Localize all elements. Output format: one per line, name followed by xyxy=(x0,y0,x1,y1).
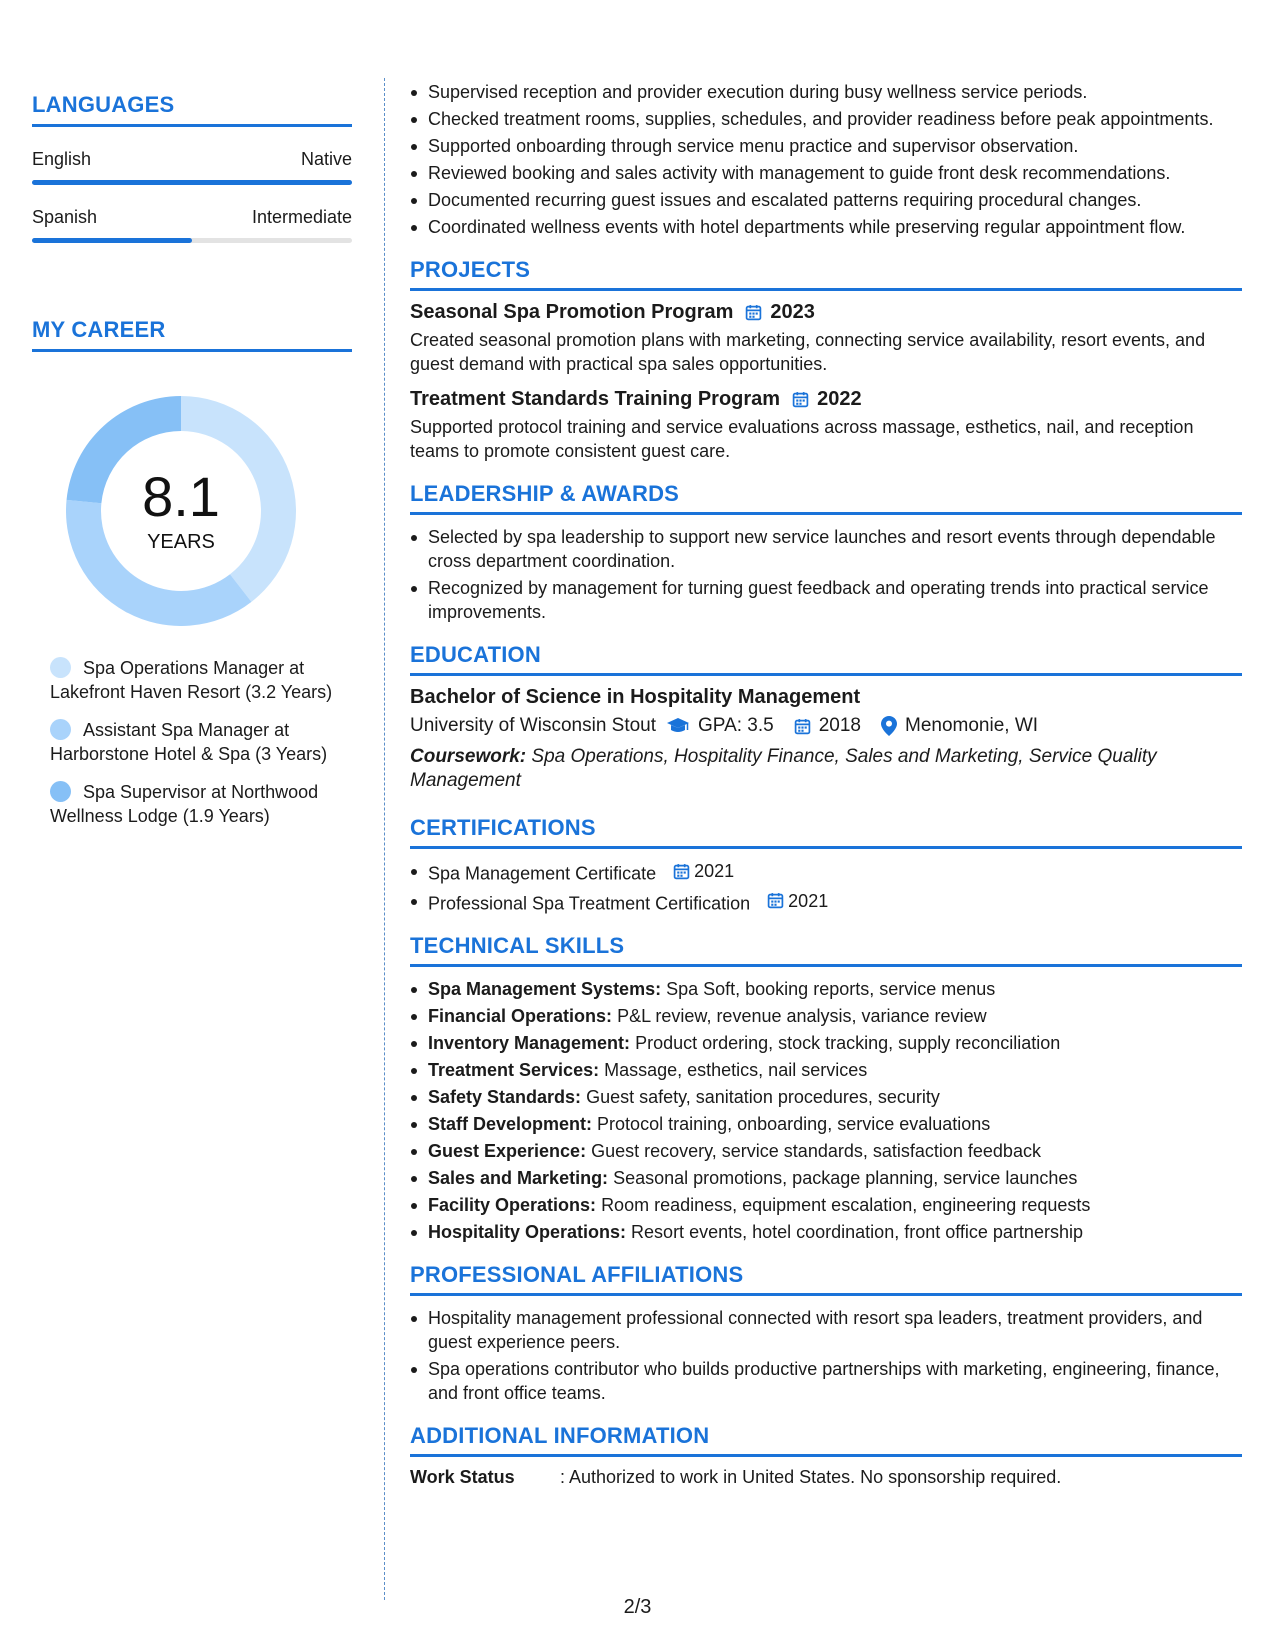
project-item xyxy=(410,301,1242,376)
project-year: 2022 xyxy=(817,388,862,410)
certifications-list xyxy=(410,859,1242,915)
language-level: Native xyxy=(300,149,352,169)
skill-category: Spa Management Systems: xyxy=(428,979,662,999)
career-role-text: Assistant Spa Manager at Harborstone Hotel & Spa (3 Years) xyxy=(50,720,328,764)
page-number: 2/3 xyxy=(623,1596,652,1618)
list-item xyxy=(410,1193,1242,1217)
affiliations-heading: PROFESSIONAL AFFILIATIONS xyxy=(410,1262,1242,1296)
career-total-unit: YEARS xyxy=(147,530,215,553)
career-total-years: 8.1 xyxy=(142,464,220,528)
list-item: Supported onboarding through service menu practice and supervisor observation. xyxy=(410,134,1242,158)
additional-info-heading: ADDITIONAL INFORMATION xyxy=(410,1423,1242,1457)
additional-info-value: : Authorized to work in United States. No sponsorship required. xyxy=(560,1467,1062,1487)
project-name: Treatment Standards Training Program xyxy=(410,388,781,410)
language-item xyxy=(32,149,352,185)
leadership-heading: LEADERSHIP & AWARDS xyxy=(410,481,1242,515)
education-coursework xyxy=(410,745,1242,793)
education-degree: Bachelor of Science in Hospitality Management xyxy=(410,686,861,708)
additional-info-row xyxy=(410,1467,1242,1488)
list-item xyxy=(410,1031,1242,1055)
skill-values: P&L review, revenue analysis, variance review xyxy=(617,1006,987,1026)
additional-info-label: Work Status xyxy=(410,1467,515,1487)
education-location: Menomonie, WI xyxy=(905,715,1039,736)
skill-category: Inventory Management: xyxy=(428,1033,631,1053)
education-heading: EDUCATION xyxy=(410,642,1242,676)
list-item xyxy=(410,1112,1242,1136)
coursework-label: Coursework: xyxy=(410,746,527,767)
list-item: Reviewed booking and sales activity with management to guide front desk recommendations. xyxy=(410,161,1242,185)
skill-values: Guest safety, sanitation procedures, security xyxy=(586,1087,940,1107)
project-item xyxy=(410,388,1242,463)
certification-year: 2021 xyxy=(694,861,735,881)
calendar-icon xyxy=(794,718,811,735)
role-color-dot xyxy=(50,719,71,740)
career-role-text: Spa Operations Manager at Lakefront Haven Resort (3.2 Years) xyxy=(50,658,333,702)
projects-heading: PROJECTS xyxy=(410,257,1242,291)
location-pin-icon xyxy=(881,716,897,736)
skill-category: Staff Development: xyxy=(428,1114,593,1134)
language-item xyxy=(32,207,352,243)
main-column xyxy=(410,80,1242,1488)
skill-values: Resort events, hotel coordination, front office partnership xyxy=(631,1222,1083,1242)
project-year: 2023 xyxy=(770,301,815,323)
role-color-dot xyxy=(50,781,71,802)
list-item xyxy=(410,977,1242,1001)
skill-category: Guest Experience: xyxy=(428,1141,587,1161)
affiliations-list xyxy=(410,1306,1242,1405)
language-name: English xyxy=(32,149,92,169)
language-level-fill xyxy=(32,180,352,185)
list-item xyxy=(410,889,1242,916)
sidebar xyxy=(32,92,352,842)
career-role xyxy=(50,780,352,828)
role-color-dot xyxy=(50,657,71,678)
education-year: 2018 xyxy=(818,715,861,736)
career-role xyxy=(50,656,352,704)
languages-heading: LANGUAGES xyxy=(32,92,352,127)
education-gpa: GPA: 3.5 xyxy=(698,715,774,736)
list-item xyxy=(410,1166,1242,1190)
career-roles-list xyxy=(32,656,352,828)
language-level-fill xyxy=(32,238,192,243)
list-item xyxy=(410,1220,1242,1244)
list-item: Spa operations contributor who builds productive partnerships with marketing, engineering, finance, and front office teams. xyxy=(410,1357,1242,1405)
skill-values: Guest recovery, service standards, satisfaction feedback xyxy=(591,1141,1041,1161)
list-item xyxy=(410,1004,1242,1028)
skill-category: Treatment Services: xyxy=(428,1060,600,1080)
skill-category: Facility Operations: xyxy=(428,1195,597,1215)
skill-values: Spa Soft, booking reports, service menus xyxy=(666,979,996,999)
education-item xyxy=(410,686,1242,793)
skills-list xyxy=(410,977,1242,1244)
language-name: Spanish xyxy=(32,207,98,227)
skill-values: Protocol training, onboarding, service evaluations xyxy=(597,1114,991,1134)
career-heading: MY CAREER xyxy=(32,317,352,352)
list-item xyxy=(410,1085,1242,1109)
list-item: Hospitality management professional connected with resort spa leaders, treatment providers, and guest experience peers. xyxy=(410,1306,1242,1354)
career-donut-chart xyxy=(66,396,296,626)
project-name: Seasonal Spa Promotion Program xyxy=(410,301,734,323)
list-item xyxy=(410,859,1242,886)
donut-center xyxy=(66,396,296,626)
language-level: Intermediate xyxy=(251,207,352,227)
column-divider xyxy=(384,78,385,1600)
education-school: University of Wisconsin Stout xyxy=(410,715,657,736)
list-item: Supervised reception and provider execution during busy wellness service periods. xyxy=(410,80,1242,104)
skill-values: Massage, esthetics, nail services xyxy=(604,1060,868,1080)
skill-values: Room readiness, equipment escalation, engineering requests xyxy=(601,1195,1091,1215)
graduation-cap-icon xyxy=(666,717,690,735)
certifications-heading: CERTIFICATIONS xyxy=(410,815,1242,849)
project-description: Supported protocol training and service evaluations across massage, esthetics, nail, and reception teams to promote consistent guest care. xyxy=(410,417,1194,461)
list-item: Selected by spa leadership to support new service launches and resort events through dependable cross department coordination. xyxy=(410,525,1242,573)
list-item: Documented recurring guest issues and escalated patterns requiring procedural changes. xyxy=(410,188,1242,212)
career-role-text: Spa Supervisor at Northwood Wellness Lodge (1.9 Years) xyxy=(50,782,319,826)
skill-values: Seasonal promotions, package planning, service launches xyxy=(613,1168,1078,1188)
skill-category: Financial Operations: xyxy=(428,1006,613,1026)
calendar-icon xyxy=(792,391,809,408)
project-description: Created seasonal promotion plans with marketing, connecting service availability, resort events, and guest demand with practical spa sales opportunities. xyxy=(410,330,1206,374)
leadership-list xyxy=(410,525,1242,624)
calendar-icon xyxy=(673,863,690,880)
certification-name: Spa Management Certificate xyxy=(428,863,657,884)
list-item: Recognized by management for turning guest feedback and operating trends into practical service improvements. xyxy=(410,576,1242,624)
list-item xyxy=(410,1139,1242,1163)
certification-year: 2021 xyxy=(788,890,829,911)
career-role xyxy=(50,718,352,766)
calendar-icon xyxy=(745,304,762,321)
language-level-bar xyxy=(32,238,352,243)
certification-name: Professional Spa Treatment Certification xyxy=(428,893,751,913)
skill-category: Sales and Marketing: xyxy=(428,1168,609,1188)
list-item: Checked treatment rooms, supplies, schedules, and provider readiness before peak appointments. xyxy=(410,107,1242,131)
list-item: Coordinated wellness events with hotel departments while preserving regular appointment flow. xyxy=(410,215,1242,239)
calendar-icon xyxy=(767,892,784,909)
experience-bullets xyxy=(410,80,1242,239)
list-item xyxy=(410,1058,1242,1082)
skills-heading: TECHNICAL SKILLS xyxy=(410,933,1242,967)
coursework-text: Spa Operations, Hospitality Finance, Sales and Marketing, Service Quality Management xyxy=(410,746,1157,791)
skill-values: Product ordering, stock tracking, supply reconciliation xyxy=(635,1033,1061,1053)
skill-category: Hospitality Operations: xyxy=(428,1222,627,1242)
skill-category: Safety Standards: xyxy=(428,1087,582,1107)
language-level-bar xyxy=(32,180,352,185)
